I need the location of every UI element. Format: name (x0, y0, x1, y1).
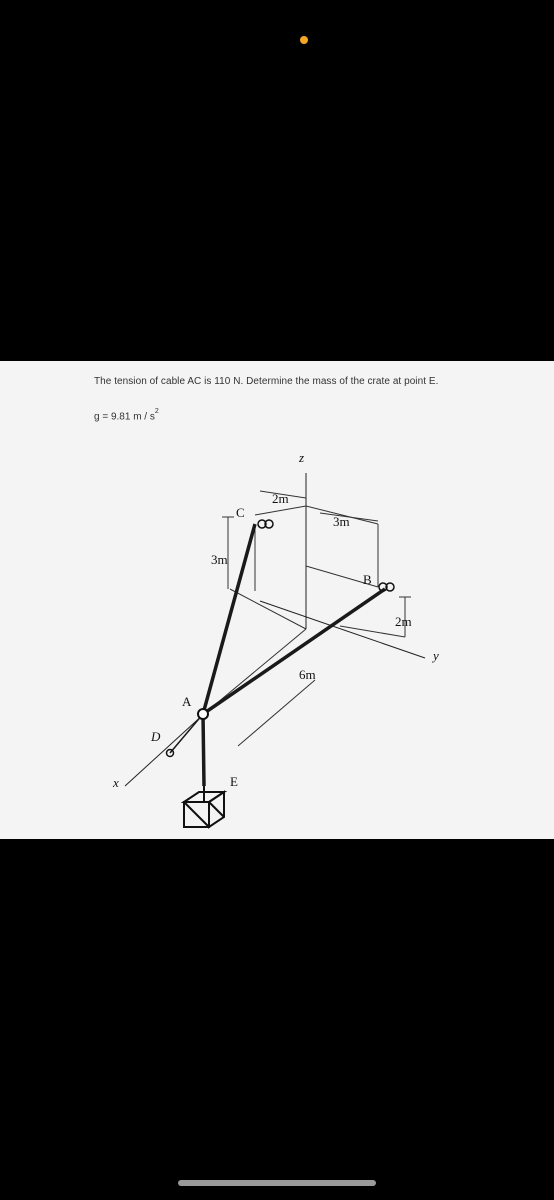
question-card (0, 361, 554, 839)
crate-icon (184, 786, 224, 827)
point-b-label: B (363, 572, 372, 587)
home-indicator[interactable] (178, 1180, 376, 1186)
x-axis-line (125, 713, 205, 786)
point-c-label: C (236, 505, 245, 520)
gravity-exponent: 2 (154, 408, 159, 415)
frame-line (230, 589, 306, 629)
axis-z-label: z (299, 450, 305, 465)
dim-a-offset-label: 6m (299, 667, 316, 682)
axis-y-label: y (433, 648, 439, 663)
point-a-label: A (182, 694, 192, 709)
dim-z-b-label: 3m (333, 514, 350, 529)
status-indicator-dot (300, 36, 308, 44)
axis-x-label: x (113, 775, 119, 790)
ring-a (198, 709, 208, 719)
dim-a-offset-line (238, 680, 315, 746)
ring-a-link (170, 714, 203, 753)
dim-c-z-label: 2m (272, 491, 289, 506)
point-e-label: E (230, 774, 238, 789)
point-d-label: D (151, 729, 161, 744)
statics-diagram (0, 361, 554, 839)
cable-ae (203, 714, 204, 786)
gravity-prefix: g = 9.81 m / s (94, 411, 155, 423)
dim-c-height-label: 3m (211, 552, 228, 567)
dim-b-height-label: 2m (395, 614, 412, 629)
top-frame (255, 506, 306, 515)
problem-statement: The tension of cable AC is 110 N. Determine the mass of the crate at point E. (94, 376, 439, 387)
